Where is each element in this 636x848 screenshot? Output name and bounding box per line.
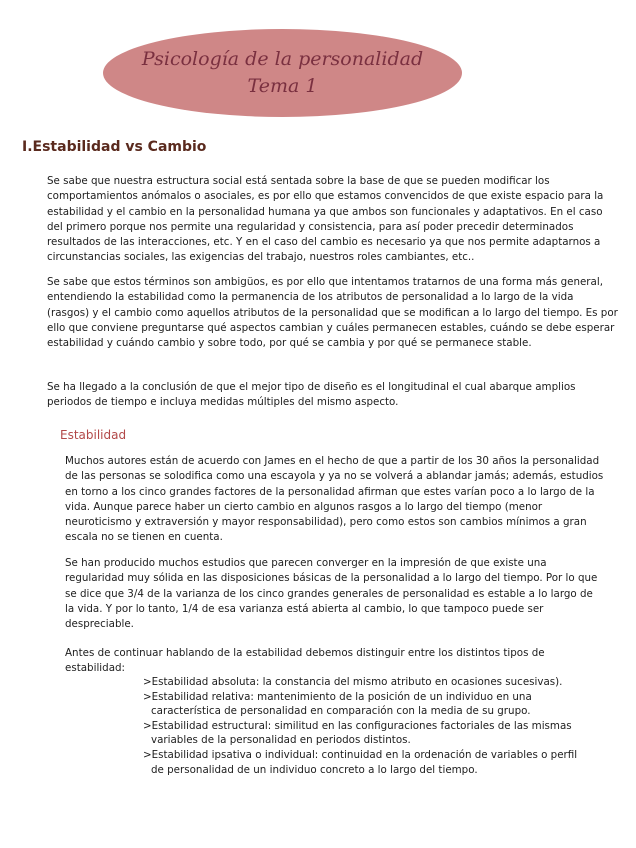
title-banner — [103, 29, 462, 117]
document-subtitle: Tema 1 — [247, 75, 318, 97]
section-heading: I.Estabilidad vs Cambio — [22, 139, 207, 155]
paragraph: Muchos autores están de acuerdo con James en el hecho de que a partir de los 30 años la personalidad de las personas se solodifica como una escayola y ya no se volverá a ablandar jamás; además, estudios en torno a los cinco grandes factores de la personalidad afirman que estes varían poco a lo largo de la vida. Aunque parece haber un cierto cambio en algunos rasgos a lo largo del tiempo (menor neuroticismo y extraversión y mayor responsabilidad), pero como estos son cambios mínimos a gran escala no se tienen en cuenta. — [65, 455, 604, 544]
paragraph: Se sabe que nuestra estructura social está sentada sobre la base de que se pueden modificar los comportamientos anómalos o asociales, es por ello que estamos convencidos de que existe espacio para la estabilidad y el cambio en la personalidad humana ya que ambos son funcionales y adaptativos. En el caso del primero porque nos permite una regularidad y consistencia, para así poder precedir determinados resultados de las interacciones, etc. Y en el caso del cambio es necesario ya que nos permite adaptarnos a circunstancias sociales, las exigencias del trabajo, nuestros roles cambiantes, etc.. — [47, 175, 604, 264]
list-item: >Estabilidad estructural: similitud en las configuraciones factoriales de las mismas variables de la personalidad en periodos distintos. — [143, 719, 572, 747]
paragraph: Se ha llegado a la conclusión de que el mejor tipo de diseño es el longitudinal el cual abarque amplios periodos de tiempo e incluya medidas múltiples del mismo aspecto. — [47, 381, 576, 409]
list-item: >Estabilidad ipsativa o individual: continuidad en la ordenación de variables o perfil de personalidad de un individuo concreto a lo largo del tiempo. — [143, 748, 578, 776]
paragraph: Se sabe que estos términos son ambigüos, es por ello que intentamos tratarnos de una forma más general, entendiendo la estabilidad como la permanencia de los atributos de personalidad a lo largo de la vida (rasgos) y el cambio como aquellos atributos de la personalidad que se modifican a lo largo del tiempo. Es por ello que conviene preguntarse qué aspectos cambian y cuáles permanecen estables, cuándo se debe esperar estabilidad y cuándo cambio y sobre todo, por qué se cambia y por qué se permanece stable. — [47, 276, 618, 350]
stability-types-list — [143, 675, 583, 777]
list-item: >Estabilidad relativa: mantenimiento de la posición de un individuo en una característica de personalidad en comparación con la media de su grupo. — [143, 690, 532, 718]
paragraph: Se han producido muchos estudios que parecen converger en la impresión de que existe una regularidad muy sólida en las disposiciones básicas de la personalidad a lo largo del tiempo. Por lo que se dice que 3/4 de la varianza de los cinco grandes generales de personalidad es estable a lo largo de la vida. Y por lo tanto, 1/4 de esa varianza está abierta al cambio, lo que tampoco puede ser despreciable. — [65, 557, 598, 631]
paragraph: Antes de continuar hablando de la estabilidad debemos distinguir entre los distintos tipos de estabilidad: — [65, 647, 545, 675]
list-item: >Estabilidad absoluta: la constancia del mismo atributo en ocasiones sucesivas). — [143, 676, 563, 688]
subsection-heading: Estabilidad — [60, 428, 127, 442]
document-title: Psicología de la personalidad — [141, 48, 424, 70]
